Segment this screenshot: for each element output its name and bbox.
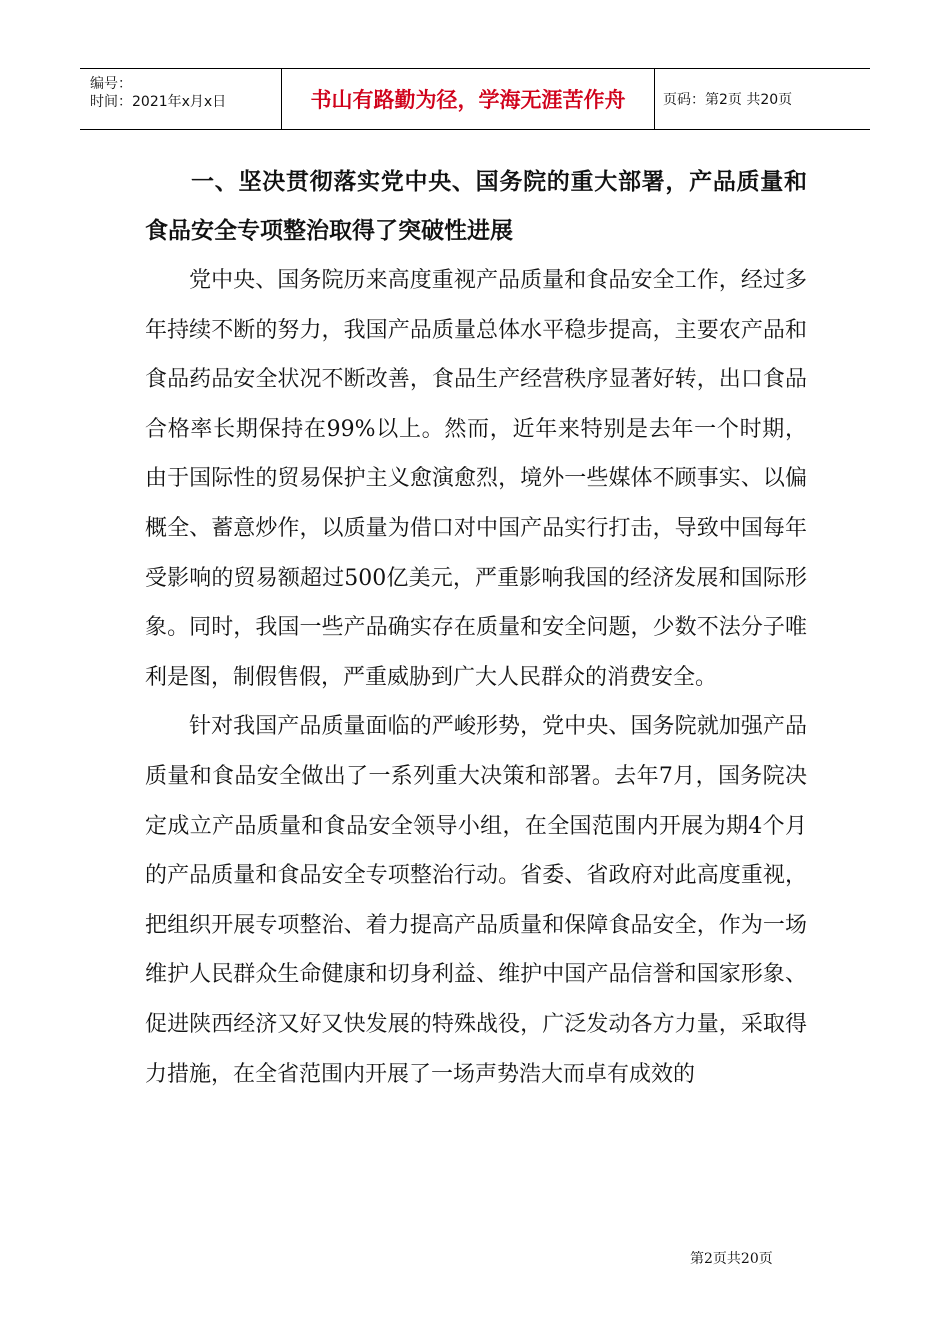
header-motto: 书山有路勤为径，学海无涯苦作舟 [282,69,655,129]
section-heading: 一、坚决贯彻落实党中央、国务院的重大部署，产品质量和食品安全专项整治取得了突破性进展 [145,169,807,244]
body-paragraph-1: 党中央、国务院历来高度重视产品质量和食品安全工作，经过多年持续不断的努力，我国产品质量总体水平稳步提高，主要农产品和食品药品安全状况不断改善，食品生产经营秩序显著好转，出口食品合格率长期保持在99%以上。然而，近年来特别是去年一个时期，由于国际性的贸易保护主义愈演愈烈，境外一些媒体不顾事实、以偏概全、蓄意炒作，以质量为借口对中国产品实行打击，导致中国每年受影响的贸易额超过500亿美元，严重影响我国的经济发展和国际形象。同时，我国一些产品确实存在质量和安全问题，少数不法分子唯利是图，制假售假，严重威胁到广大人民群众的消费安全。 [145,268,807,690]
document-number-label: 编号： [90,76,132,92]
document-body [145,158,807,1099]
page-footer: 第2页共20页 [690,1251,773,1267]
page-header [80,68,870,130]
document-date-label: 时间：2021年x月x日 [90,94,227,110]
header-meta [80,69,282,129]
body-paragraph-2: 针对我国产品质量面临的严峻形势，党中央、国务院就加强产品质量和食品安全做出了一系列重大决策和部署。去年7月，国务院决定成立产品质量和食品安全领导小组，在全国范围内开展为期4个月的产品质量和食品安全专项整治行动。省委、省政府对此高度重视，把组织开展专项整治、着力提高产品质量和保障食品安全，作为一场维护人民群众生命健康和切身利益、维护中国产品信誉和国家形象、促进陕西经济又好又快发展的特殊战役，广泛发动各方力量，采取得力措施，在全省范围内开展了一场声势浩大而卓有成效的 [145,714,807,1087]
header-page-number: 页码：第2页 共20页 [663,92,793,108]
